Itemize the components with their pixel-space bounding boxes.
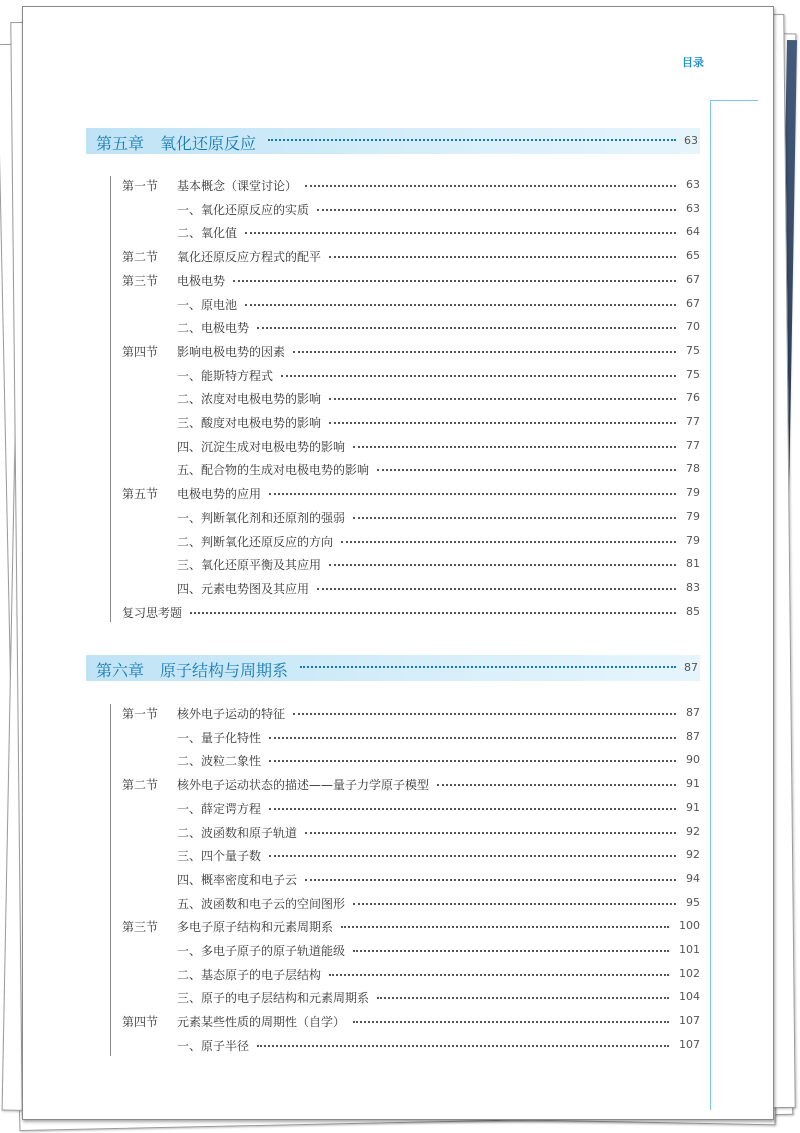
toc-subsection-entry[interactable] (0, 296, 700, 316)
toc-section-entry[interactable] (0, 1013, 700, 1033)
entry-title: 一、原子半径 (177, 1038, 250, 1053)
page-number: 87 (686, 706, 700, 719)
chapter-leader-dots (268, 139, 676, 141)
section-number: 第四节 (122, 344, 159, 359)
page-number: 65 (686, 249, 700, 263)
leader-dots (257, 1045, 669, 1047)
toc-section-entry[interactable] (0, 272, 700, 292)
toc-section-entry[interactable] (0, 343, 700, 363)
toc-subsection-entry[interactable] (0, 824, 700, 844)
leader-dots (353, 1021, 669, 1023)
leader-dots (305, 832, 676, 834)
chapter-title: 第六章 原子结构与周期系 (96, 661, 289, 680)
leader-dots (353, 950, 669, 952)
entry-title: 多电子原子结构和元素周期系 (177, 920, 334, 935)
chapter-heading[interactable] (86, 128, 700, 154)
entry-title: 二、电极电势 (177, 321, 250, 336)
entry-title: 氧化还原反应方程式的配平 (177, 250, 322, 265)
entry-title: 三、四个量子数 (177, 849, 262, 864)
toc-subsection-entry[interactable] (0, 201, 700, 221)
margin-rule (710, 100, 711, 1110)
page-number: 79 (686, 486, 700, 500)
section-number: 第一节 (122, 179, 159, 193)
entry-title: 基本概念（课堂讨论） (177, 179, 298, 193)
toc-subsection-entry[interactable] (0, 989, 700, 1009)
page-number: 95 (686, 895, 700, 909)
toc-subsection-entry[interactable] (0, 800, 700, 820)
chapter-title: 第五章 氧化还原反应 (96, 134, 257, 153)
leader-dots (269, 808, 676, 810)
section-number: 第二节 (122, 250, 159, 265)
leader-dots (341, 926, 669, 928)
entry-title: 核外电子运动的特征 (177, 707, 286, 721)
section-number: 第三节 (122, 920, 159, 935)
toc-subsection-entry[interactable] (0, 438, 700, 458)
entry-title: 三、原子的电子层结构和元素周期系 (177, 991, 370, 1006)
page-number: 101 (679, 943, 700, 956)
toc-subsection-entry[interactable] (0, 414, 700, 434)
entry-title: 二、波函数和原子轨道 (177, 825, 298, 840)
section-number: 第三节 (122, 273, 159, 288)
leader-dots (341, 541, 676, 543)
page-number: 77 (686, 438, 700, 452)
toc-subsection-entry[interactable] (0, 895, 700, 915)
page-number: 63 (686, 201, 700, 215)
toc-subsection-entry[interactable] (0, 461, 700, 481)
toc-subsection-entry[interactable] (0, 319, 700, 339)
leader-dots (329, 256, 676, 258)
chapter-leader-dots (300, 666, 676, 668)
leader-dots (281, 375, 676, 377)
entry-title: 一、多电子原子的原子轨道能级 (177, 944, 346, 958)
page-number: 107 (679, 1014, 700, 1028)
leader-dots (269, 855, 676, 857)
page-number: 92 (686, 848, 700, 862)
leader-dots (329, 974, 669, 976)
section-number: 复习思考题 (122, 605, 183, 620)
leader-dots (257, 327, 676, 329)
section-number: 第一节 (122, 707, 159, 721)
toc-subsection-entry[interactable] (0, 224, 700, 244)
toc-subsection-entry[interactable] (0, 580, 700, 600)
toc-subsection-entry[interactable] (0, 533, 700, 553)
page-number: 77 (686, 415, 700, 428)
toc-subsection-entry[interactable] (0, 390, 700, 410)
leader-dots (305, 185, 676, 187)
toc-subsection-entry[interactable] (0, 729, 700, 749)
page-number: 90 (686, 753, 700, 767)
page-number: 92 (686, 824, 700, 838)
page-number: 70 (686, 320, 700, 334)
leader-dots (377, 469, 676, 471)
page-number: 63 (686, 178, 700, 191)
leader-dots (293, 713, 676, 715)
leader-dots (437, 784, 676, 786)
entry-title: 二、判断氧化还原反应的方向 (177, 534, 334, 549)
chapter-page-number: 87 (684, 661, 698, 674)
toc-subsection-entry[interactable] (0, 752, 700, 772)
toc-section-entry[interactable] (0, 918, 700, 938)
leader-dots (329, 422, 676, 424)
entry-title: 五、配合物的生成对电极电势的影响 (177, 463, 370, 478)
leader-dots (317, 588, 676, 590)
toc-section-entry[interactable] (0, 248, 700, 268)
toc-subsection-entry[interactable] (0, 942, 700, 962)
leader-dots (293, 351, 676, 353)
toc-subsection-entry[interactable] (0, 1037, 700, 1057)
toc-subsection-entry[interactable] (0, 509, 700, 529)
page-number: 67 (686, 272, 700, 286)
page-number: 91 (686, 800, 700, 814)
entry-title: 二、浓度对电极电势的影响 (177, 392, 322, 407)
entry-title: 一、量子化特性 (177, 730, 262, 745)
chapter-page-number: 63 (684, 134, 698, 147)
page-number: 107 (679, 1037, 700, 1051)
page-number: 83 (686, 580, 700, 594)
entry-title: 元素某些性质的周期性（自学） (177, 1015, 346, 1030)
page-number: 100 (679, 919, 700, 933)
page-number: 78 (686, 462, 700, 476)
leader-dots (233, 280, 676, 282)
page-number: 76 (686, 391, 700, 405)
leader-dots (353, 446, 676, 448)
leader-dots (317, 209, 676, 211)
page-number: 67 (686, 296, 700, 310)
leader-dots (190, 612, 676, 614)
toc-subsection-entry[interactable] (0, 847, 700, 867)
leader-dots (245, 304, 676, 306)
toc-section-entry[interactable] (0, 705, 700, 725)
page-number: 85 (686, 604, 700, 618)
leader-dots (269, 493, 676, 495)
page-number: 75 (686, 367, 700, 381)
entry-title: 三、酸度对电极电势的影响 (177, 416, 322, 430)
entry-title: 影响电极电势的因素 (177, 344, 286, 359)
toc-section-entry[interactable] (0, 177, 700, 197)
page-number: 87 (686, 729, 700, 743)
entry-title: 一、氧化还原反应的实质 (177, 202, 310, 217)
toc-review-entry[interactable] (0, 604, 700, 624)
entry-title: 四、沉淀生成对电极电势的影响 (177, 439, 346, 454)
page-number: 64 (686, 225, 700, 239)
section-number: 第四节 (122, 1015, 159, 1030)
page-number: 75 (686, 343, 700, 357)
page-number: 102 (679, 966, 700, 980)
page-header-label: 目录 (682, 56, 704, 69)
entry-title: 一、原电池 (177, 297, 238, 312)
page-number: 79 (686, 533, 700, 547)
leader-dots (245, 232, 676, 234)
page-number: 104 (679, 990, 700, 1004)
chapter-heading[interactable] (86, 655, 700, 681)
leader-dots (269, 737, 676, 739)
entry-title: 四、元素电势图及其应用 (177, 581, 310, 596)
page-number: 81 (686, 557, 700, 571)
entry-title: 三、氧化还原平衡及其应用 (177, 558, 322, 573)
page-number: 94 (686, 871, 700, 885)
toc-subsection-entry[interactable] (0, 966, 700, 986)
leader-dots (377, 997, 669, 999)
toc-section-entry[interactable] (0, 776, 700, 796)
section-number: 第五节 (122, 487, 159, 502)
entry-title: 电极电势的应用 (177, 487, 262, 502)
entry-title: 电极电势 (177, 273, 226, 288)
leader-dots (353, 903, 676, 905)
entry-title: 四、概率密度和电子云 (177, 872, 298, 887)
entry-title: 一、能斯特方程式 (177, 368, 274, 383)
toc-subsection-entry[interactable] (0, 367, 700, 387)
toc-subsection-entry[interactable] (0, 871, 700, 891)
entry-title: 二、基态原子的电子层结构 (177, 967, 322, 982)
leader-dots (329, 564, 676, 566)
leader-dots (353, 517, 676, 519)
page-number: 79 (686, 509, 700, 523)
entry-title: 二、波粒二象性 (177, 754, 262, 769)
entry-title: 核外电子运动状态的描述——量子力学原子模型 (177, 778, 430, 793)
toc-subsection-entry[interactable] (0, 556, 700, 576)
leader-dots (305, 879, 676, 881)
leader-dots (269, 760, 676, 762)
section-number: 第二节 (122, 778, 159, 793)
entry-title: 五、波函数和电子云的空间图形 (177, 896, 346, 911)
entry-title: 一、薛定谔方程 (177, 801, 262, 816)
entry-title: 二、氧化值 (177, 226, 238, 241)
entry-title: 一、判断氧化剂和还原剂的强弱 (177, 510, 346, 525)
toc-section-entry[interactable] (0, 485, 700, 505)
page-number: 91 (686, 777, 700, 791)
leader-dots (329, 398, 676, 400)
tab-marker-line (710, 100, 758, 101)
